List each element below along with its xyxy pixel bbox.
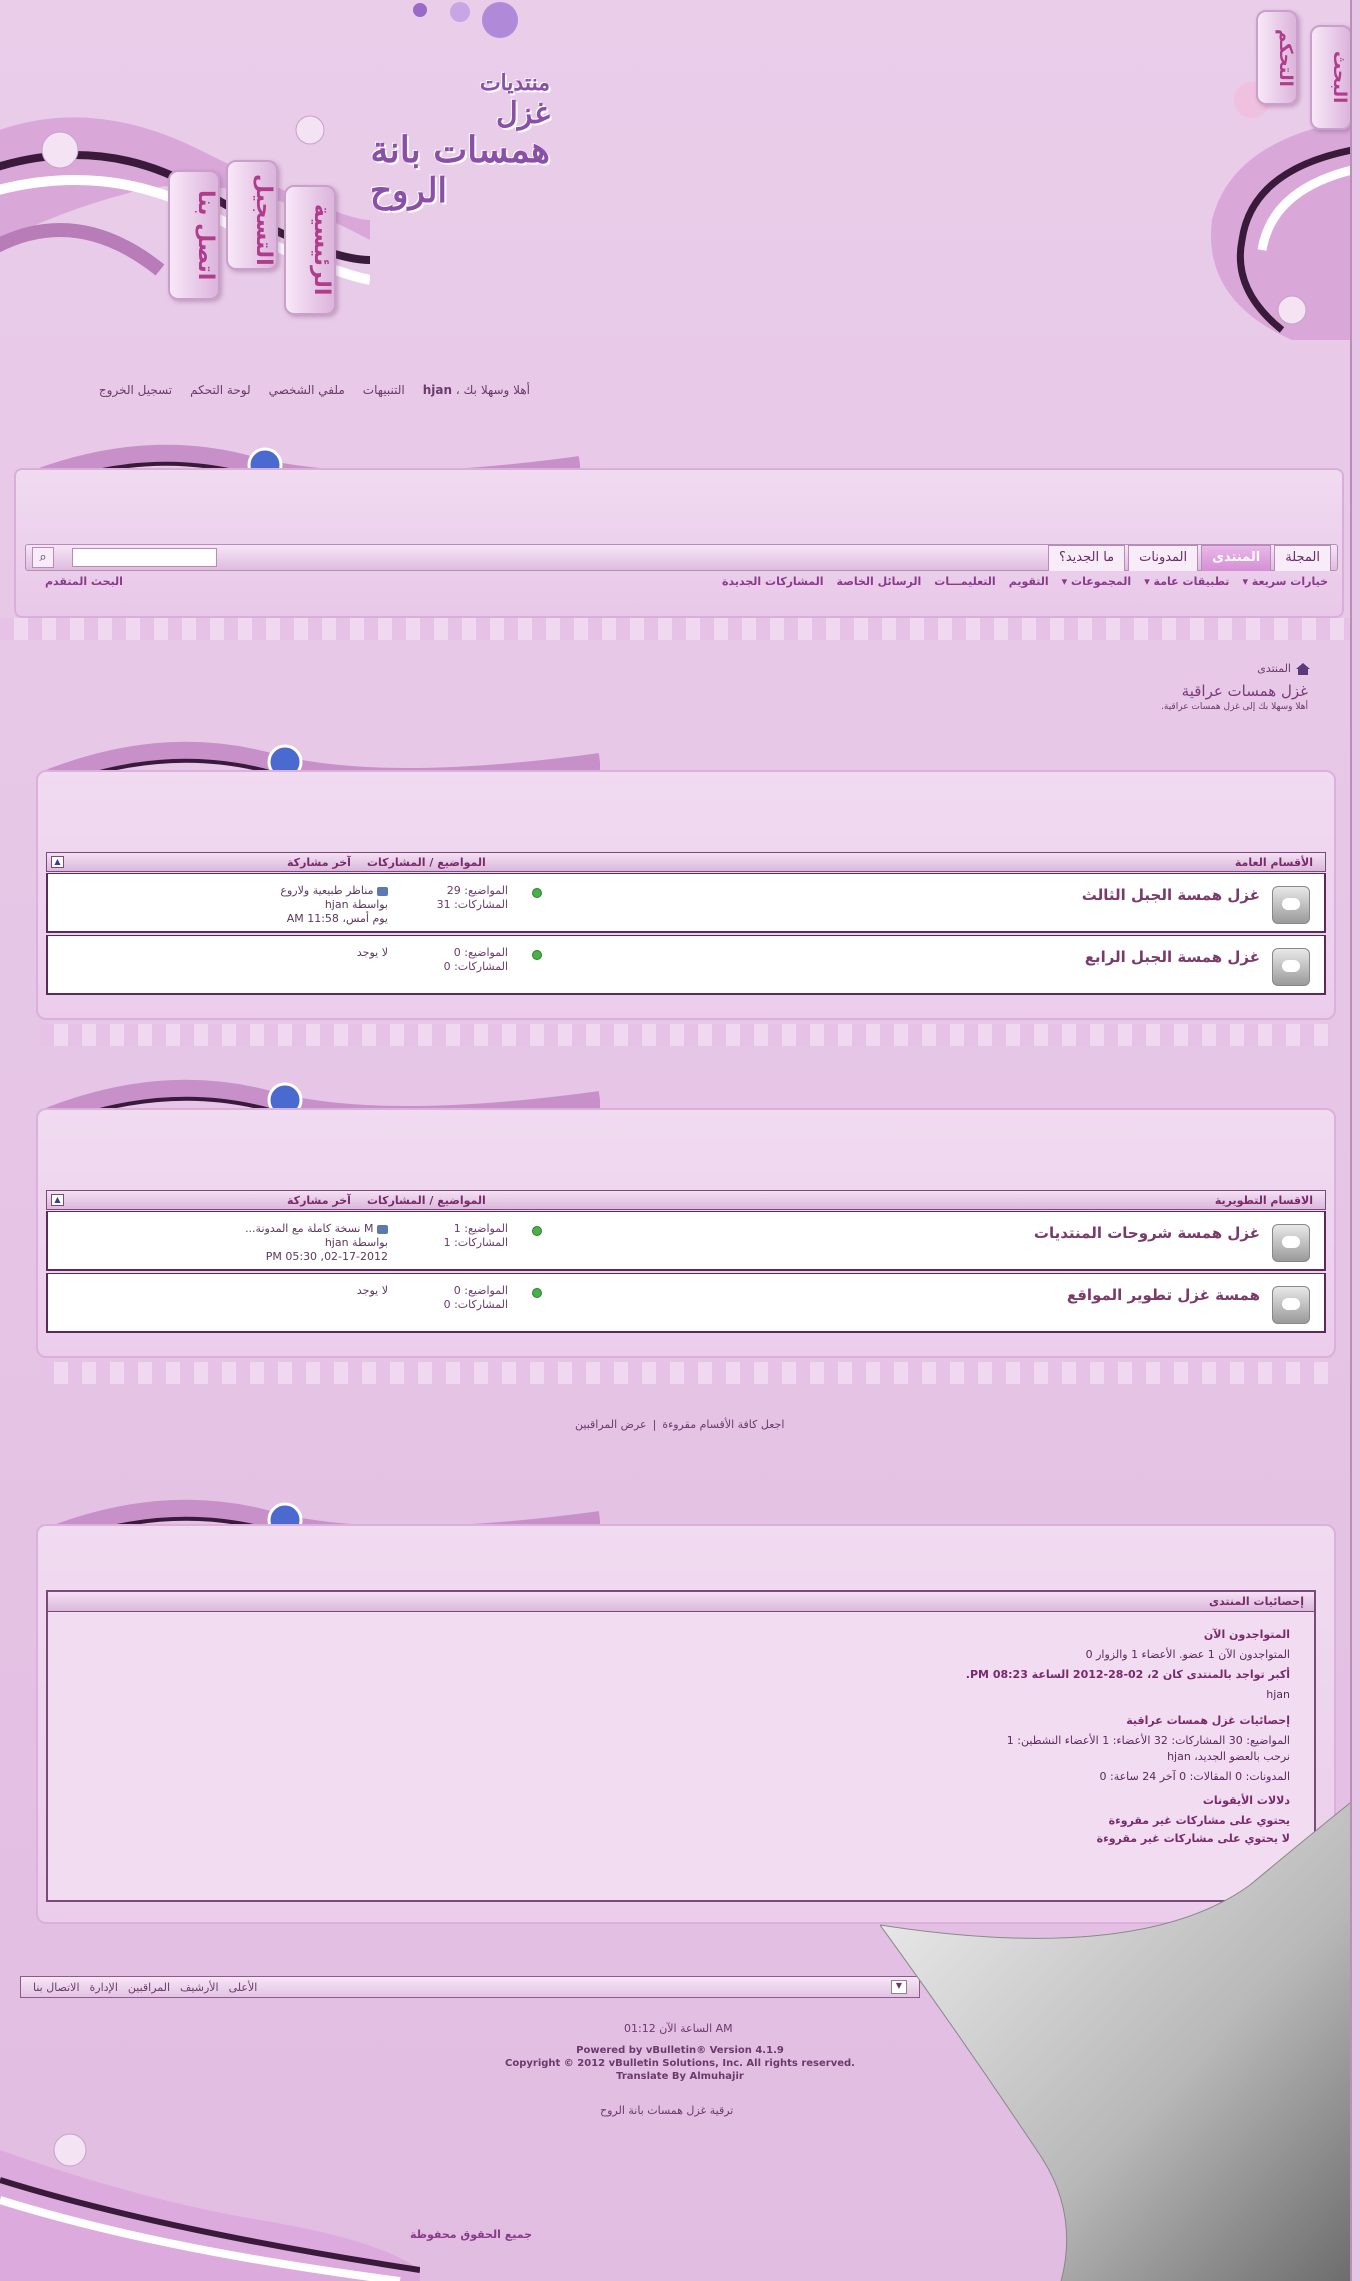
subnav-general-apps[interactable]: تطبيقات عامة ▾ xyxy=(1144,575,1230,588)
forum-posts: المشاركات: 1 xyxy=(443,1236,508,1249)
legend-read: لا يحتوي على مشاركات غير مقروءة xyxy=(1096,1832,1290,1845)
user-links xyxy=(30,383,530,397)
category-title[interactable]: الأقسام العامة xyxy=(1234,856,1313,869)
tab-whats-new[interactable]: ما الجديد؟ xyxy=(1048,545,1125,571)
column-threads-posts: المواضيع / المشاركات xyxy=(367,1194,486,1207)
footer-moderators-link[interactable]: المراقبين xyxy=(127,1981,171,1994)
forum-title-link[interactable]: غزل همسة شروحات المنتديات xyxy=(1033,1224,1260,1242)
view-moderators-link[interactable]: عرض المراقبين xyxy=(575,1418,647,1431)
search-button[interactable] xyxy=(32,547,54,568)
rights-reserved: جميع الحقوق محفوظة xyxy=(410,2228,533,2241)
forum-stats xyxy=(398,1222,508,1250)
forum-status-icon xyxy=(1272,1224,1310,1262)
icon-legend-heading: دلالات الأيقونات xyxy=(1202,1794,1290,1807)
breadcrumb-forum[interactable]: المنتدى xyxy=(1257,662,1291,675)
subnav-new-posts[interactable]: المشاركات الجديدة xyxy=(722,575,824,588)
logo-line-1: منتديات xyxy=(479,70,550,96)
tab-forum[interactable]: المنتدى xyxy=(1201,545,1271,571)
forum-last-post xyxy=(188,884,388,926)
search-icon: ⌕ xyxy=(39,550,47,565)
record-online-line: أكبر تواجد بالمنتدى كان 2، 02-28-2012 الساعة 08:23 PM. xyxy=(965,1668,1290,1681)
online-users-line: المتواجدون الآن 1 عضو. الأعضاء 1 والزوار 0 xyxy=(1085,1648,1290,1661)
forum-last-post xyxy=(188,1222,388,1264)
last-post-none: لا يوجد xyxy=(356,1284,388,1297)
forum-last-post xyxy=(188,1284,388,1298)
flower-decoration xyxy=(360,0,540,60)
forum-threads: المواضيع: 29 xyxy=(446,884,508,897)
page-curl-decoration xyxy=(880,1795,1352,2281)
tab-magazine[interactable]: المجلة xyxy=(1274,545,1331,571)
forum-status-icon xyxy=(1272,948,1310,986)
tab-control[interactable]: التحكم xyxy=(1256,10,1298,105)
column-last-post: آخر مشاركة xyxy=(287,1194,351,1207)
last-post-time: 02-17-2012, 05:30 PM xyxy=(265,1250,388,1263)
forum-row xyxy=(46,935,1326,995)
link-separator: | xyxy=(652,1418,657,1431)
forum-stats xyxy=(398,1284,508,1312)
subnav-private-messages[interactable]: الرسائل الخاصة xyxy=(836,575,922,588)
last-post-title-link[interactable]: مناظر طبيعية ولاروع xyxy=(280,884,374,897)
forum-posts: المشاركات: 0 xyxy=(443,960,508,973)
forum-posts: المشاركات: 0 xyxy=(443,1298,508,1311)
navbar xyxy=(25,544,1338,571)
forum-threads: المواضيع: 1 xyxy=(453,1222,508,1235)
credits xyxy=(480,2044,880,2083)
last-post-title-link[interactable]: M نسخة كاملة مع المدونة... xyxy=(245,1222,374,1235)
welcome-message: أهلا وسهلا بك إلى غزل همسات عراقية. xyxy=(1161,702,1308,712)
rss-status-icon xyxy=(532,1226,542,1236)
forum-status-icon xyxy=(1272,1286,1310,1324)
forum-posts: المشاركات: 31 xyxy=(436,898,508,911)
notifications-link[interactable]: التنبيهات xyxy=(362,383,405,397)
subnav-calendar[interactable]: التقويم xyxy=(1008,575,1049,588)
profile-link[interactable]: ملفي الشخصي xyxy=(268,383,345,397)
subnav-faq[interactable]: التعليمـــات xyxy=(934,575,996,588)
tab-contact[interactable]: اتصل بنا xyxy=(168,170,220,300)
navbar-tabs xyxy=(1048,545,1331,571)
mark-all-read-link[interactable]: اجعل كافة الأقسام مقروءة xyxy=(662,1418,785,1431)
forum-title-link[interactable]: غزل همسة الجبل الرابع xyxy=(1084,948,1260,966)
forum-stats xyxy=(398,884,508,912)
online-users-heading[interactable]: المتواجدون الآن xyxy=(1203,1628,1290,1641)
forum-actions xyxy=(575,1418,784,1431)
username-link[interactable]: hjan xyxy=(422,383,453,397)
navbar-frame xyxy=(14,468,1344,618)
forum-statistics-heading: إحصائيات غزل همسات عراقية xyxy=(1126,1714,1290,1727)
tab-home[interactable]: الرئيسية xyxy=(284,185,336,315)
footer-swirl-decoration xyxy=(0,2120,420,2281)
newest-member-line: نرحب بالعضو الجديد، hjan xyxy=(1167,1750,1290,1763)
subnav xyxy=(25,572,1338,592)
home-icon[interactable] xyxy=(1296,663,1310,675)
divider-stripe xyxy=(40,1362,1330,1384)
tab-register[interactable]: التسجيل xyxy=(226,160,278,270)
forum-title-link[interactable]: همسة غزل تطوير المواقع xyxy=(1066,1286,1260,1304)
welcome-label: أهلا وسهلا بك ، xyxy=(455,383,530,397)
legend-unread: يحتوي على مشاركات غير مقروءة xyxy=(1108,1814,1290,1827)
footer-nav xyxy=(20,1976,920,1998)
footer-top-link[interactable]: الأعلى xyxy=(228,1981,258,1994)
logout-link[interactable]: تسجيل الخروج xyxy=(98,383,173,397)
collapse-icon[interactable]: ▲ xyxy=(51,856,64,868)
logo-line-3: همسات بانة xyxy=(370,129,550,171)
rss-status-icon xyxy=(532,950,542,960)
last-post-time: يوم أمس، 11:58 AM xyxy=(286,912,388,925)
logo-line-4: الروح xyxy=(370,170,447,211)
header xyxy=(0,0,1352,360)
subnav-quick-options[interactable]: خيارات سريعة ▾ xyxy=(1242,575,1328,588)
category-header xyxy=(46,1190,1326,1210)
forum-row xyxy=(46,873,1326,933)
site-logo[interactable] xyxy=(370,70,550,211)
forum-counts-line: المواضيع: 30 المشاركات: 32 الأعضاء: 1 الأعضاء النشطين: 1 xyxy=(1006,1734,1290,1747)
tab-blogs[interactable]: المدونات xyxy=(1128,545,1198,571)
divider-stripe xyxy=(40,1024,1330,1046)
rss-status-icon xyxy=(532,1288,542,1298)
logo-line-2: غزل xyxy=(495,96,550,131)
copyright: Copyright © 2012 vBulletin Solutions, Inc. All rights reserved. xyxy=(505,2058,855,2069)
forum-title-link[interactable]: غزل همسة الجبل الثالث xyxy=(1081,886,1260,904)
category-block-development xyxy=(36,1108,1336,1358)
collapse-icon[interactable]: ▲ xyxy=(51,1194,64,1206)
last-post-author[interactable]: بواسطة hjan xyxy=(324,898,388,911)
forum-status-icon xyxy=(1272,886,1310,924)
upgrade-credit: ترقية غزل همسات بانة الروح xyxy=(600,2104,734,2117)
tab-search[interactable]: البحث xyxy=(1310,25,1352,130)
forum-last-post xyxy=(188,946,388,960)
footer-contact-link[interactable]: الاتصال بنا xyxy=(33,1981,80,1994)
current-time: الساعة الآن 01:12 AM xyxy=(624,2022,733,2035)
category-header xyxy=(46,852,1326,872)
search-input[interactable] xyxy=(72,548,217,567)
column-threads-posts: المواضيع / المشاركات xyxy=(367,856,486,869)
last-post-author[interactable]: بواسطة hjan xyxy=(324,1236,388,1249)
subnav-groups[interactable]: المجموعات ▾ xyxy=(1061,575,1132,588)
advanced-search-link[interactable]: البحث المتقدم xyxy=(45,575,123,588)
rss-status-icon xyxy=(532,888,542,898)
breadcrumb xyxy=(1257,662,1310,675)
post-icon xyxy=(377,1225,388,1234)
stats-title: إحصائيات المنتدى xyxy=(1209,1595,1304,1608)
chevron-down-icon: ▼ xyxy=(895,1981,903,1990)
page-title: غزل همسات عراقية xyxy=(1181,682,1308,700)
blog-stats-line: المدونات: 0 المقالات: 0 آخر 24 ساعة: 0 xyxy=(1099,1770,1290,1783)
online-user-link[interactable]: hjan xyxy=(1266,1688,1290,1701)
forum-threads: المواضيع: 0 xyxy=(453,946,508,959)
footer-admin-link[interactable]: الإدارة xyxy=(89,1981,118,1994)
powered-by: Powered by vBulletin® Version 4.1.9 xyxy=(576,2045,784,2056)
last-post-none: لا يوجد xyxy=(356,946,388,959)
divider-stripe xyxy=(0,618,1352,640)
welcome-text xyxy=(423,383,530,397)
category-title[interactable]: الاقسام التطويرية xyxy=(1214,1194,1313,1207)
column-last-post: آخر مشاركة xyxy=(287,856,351,869)
forum-threads: المواضيع: 0 xyxy=(453,1284,508,1297)
forum-row xyxy=(46,1273,1326,1333)
forum-row xyxy=(46,1211,1326,1271)
forum-stats xyxy=(398,946,508,974)
control-panel-link[interactable]: لوحة التحكم xyxy=(190,383,251,397)
footer-archive-link[interactable]: الأرشيف xyxy=(180,1981,219,1994)
translation-credit: Translate By Almuhajir xyxy=(616,2071,744,2082)
category-block-general xyxy=(36,770,1336,1020)
stats-header xyxy=(48,1592,1314,1612)
post-icon xyxy=(377,887,388,896)
